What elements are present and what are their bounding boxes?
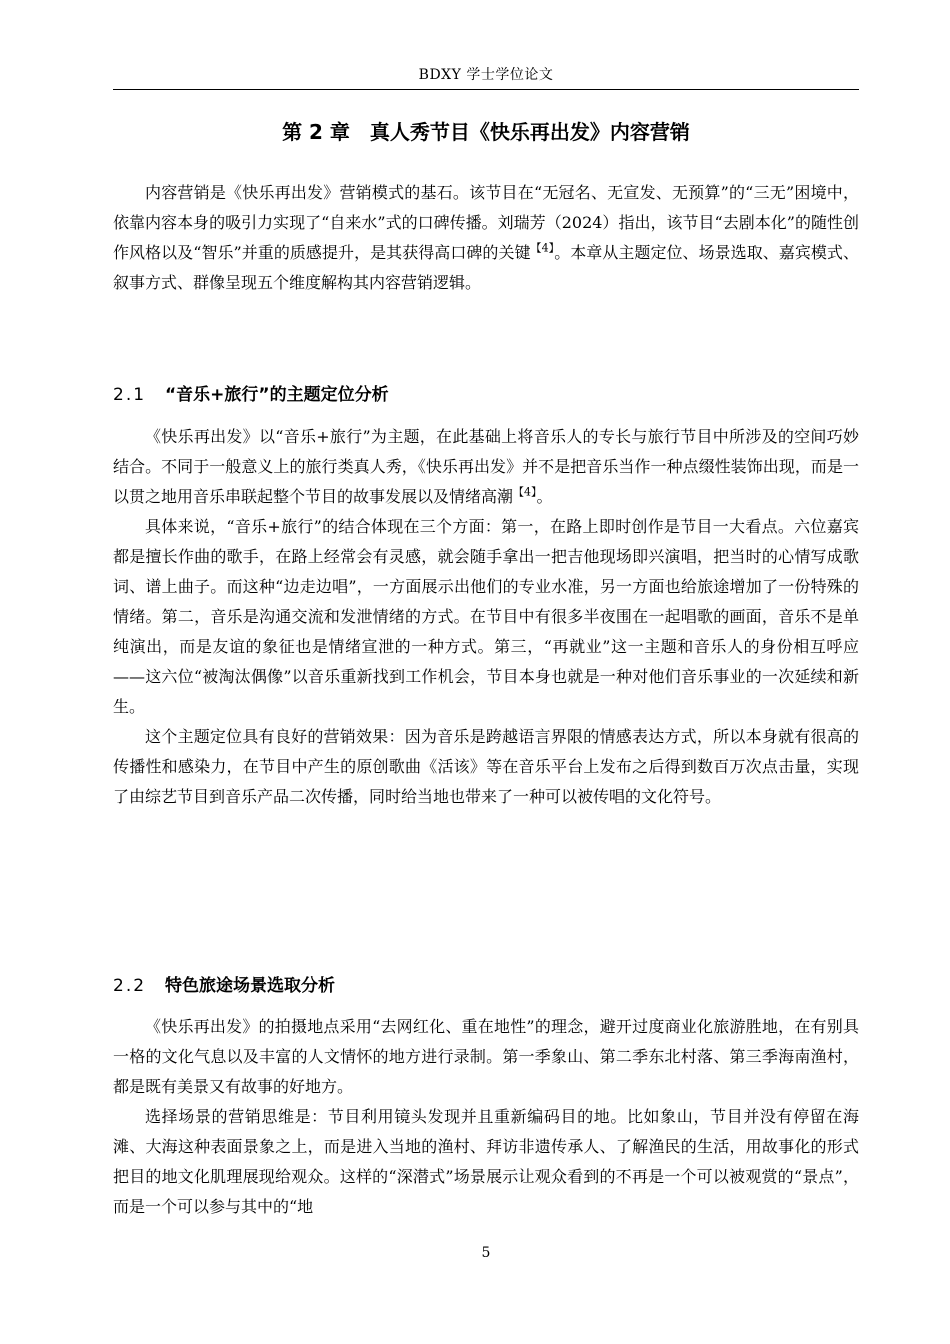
citation: 【4】	[530, 241, 555, 255]
section-heading-2-1	[113, 380, 859, 405]
section-2-1-body	[113, 422, 859, 812]
section-number: 2.1	[113, 385, 147, 405]
citation: 【4】	[513, 485, 537, 499]
intro-paragraph: 内容营销是《快乐再出发》营销模式的基石。该节目在“无冠名、无宣发、无预算”的“三无”困境中，依靠内容本身的吸引力实现了“自来水”式的口碑传播。刘瑞芳（2024）指出，该节目“去剧本化”的随性创作风格以及“智乐”并重的质感提升，是其获得高口碑的关键$^{【4】}$。本章从主题定位、场景选取、嘉宾模式、叙事方式、群像呈现五个维度解构其内容营销逻辑。	[113, 183, 859, 292]
section-title: 特色旅途场景选取分析	[165, 976, 335, 996]
chapter-intro	[113, 178, 859, 298]
section-heading-2-2	[113, 971, 859, 996]
running-header: BDXY 学士学位论文	[418, 67, 554, 83]
section-number: 2.2	[113, 976, 147, 996]
section-title: “音乐+旅行”的主题定位分析	[165, 385, 389, 405]
paragraph: 《快乐再出发》的拍摄地点采用“去网红化、重在地性”的理念，避开过度商业化旅游胜地，在有别具一格的文化气息以及丰富的人文情怀的地方进行录制。第一季象山、第二季东北村落、第三季海南渔村，都是既有美景又有故事的好地方。	[113, 1017, 859, 1096]
section-2-2-body	[113, 1012, 859, 1222]
header-rule	[113, 89, 859, 90]
chapter-title: 第 2 章 真人秀节目《快乐再出发》内容营销	[282, 120, 690, 144]
paragraph: 具体来说，“音乐+旅行”的结合体现在三个方面：第一，在路上即时创作是节目一大看点。六位嘉宾都是擅长作曲的歌手，在路上经常会有灵感，就会随手拿出一把吉他现场即兴演唱，把当时的心情写成歌词、谱上曲子。而这种“边走边唱”，一方面展示出他们的专业水准，另一方面也给旅途增加了一份特殊的情绪。第二，音乐是沟通交流和发泄情绪的方式。在节目中有很多半夜围在一起唱歌的画面，音乐不是单纯演出，而是友谊的象征也是情绪宣泄的一种方式。第三，“再就业”这一主题和音乐人的身份相互呼应——这六位“被淘汰偶像”以音乐重新找到工作机会，节目本身也就是一种对他们音乐事业的一次延续和新生。	[113, 517, 859, 716]
paragraph: 这个主题定位具有良好的营销效果：因为音乐是跨越语言界限的情感表达方式，所以本身就有很高的传播性和感染力，在节目中产生的原创歌曲《活该》等在音乐平台上发布之后得到数百万次点击量，实现了由综艺节目到音乐产品二次传播，同时给当地也带来了一种可以被传唱的文化符号。	[113, 727, 859, 806]
page-number: 5	[481, 1245, 491, 1261]
paragraph: 《快乐再出发》以“音乐+旅行”为主题，在此基础上将音乐人的专长与旅行节目中所涉及的空间巧妙结合。不同于一般意义上的旅行类真人秀，《快乐再出发》并不是把音乐当作一种点缀性装饰出现，而是一以贯之地用音乐串联起整个节目的故事发展以及情绪高潮$^{【4】}$。	[113, 427, 859, 506]
paragraph: 选择场景的营销思维是：节目利用镜头发现并且重新编码目的地。比如象山，节目并没有停留在海滩、大海这种表面景象之上，而是进入当地的渔村、拜访非遗传承人、了解渔民的生活，用故事化的形式把目的地文化肌理展现给观众。这样的“深潜式”场景展示让观众看到的不再是一个可以被观赏的“景点”，而是一个可以参与其中的“地	[113, 1107, 859, 1216]
